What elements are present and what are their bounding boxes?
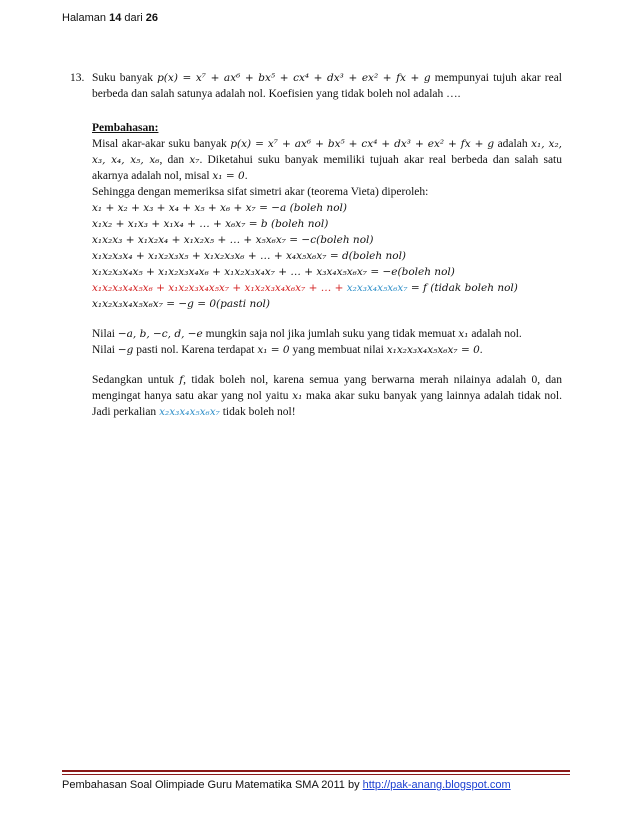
- intro-polynomial: p(x) = x⁷ + ax⁶ + bx⁵ + cx⁴ + dx³ + ex² + fx + g: [230, 138, 495, 150]
- question-block: [70, 70, 563, 420]
- equation-6-end: = f (tidak boleh nol): [407, 282, 518, 294]
- conclusion-d: tidak boleh nol!: [219, 406, 296, 418]
- question-polynomial: p(x) = x⁷ + ax⁶ + bx⁵ + cx⁴ + dx³ + ex² + fx + g: [157, 72, 431, 84]
- header-middle: dari: [121, 12, 146, 24]
- conclusion-x1: x₁: [292, 390, 303, 402]
- solution-intro: [92, 136, 562, 184]
- nilai1-b: mungkin saja nol jika jumlah suku yang tidak memuat: [202, 328, 459, 340]
- page-footer: [62, 779, 511, 791]
- nilai1-a: Nilai: [92, 328, 118, 340]
- intro-e: .: [244, 170, 248, 182]
- nilai2-x: x₁ = 0: [257, 344, 290, 356]
- equation-6: [92, 280, 562, 296]
- equation-6-blue-term: x₂x₃x₄x₅x₆x₇: [346, 282, 408, 294]
- solution-title: Pembahasan:: [92, 122, 159, 134]
- page-header: [62, 12, 158, 24]
- question-text: [92, 70, 562, 102]
- conclusion-blue-product: x₂x₃x₄x₅x₆x₇: [159, 406, 220, 418]
- footer-link[interactable]: http://pak-anang.blogspot.com: [362, 779, 511, 791]
- nilai2-b: pasti nol. Karena terdapat: [133, 344, 258, 356]
- nilai-line-2: [92, 342, 562, 358]
- header-total-pages: 26: [145, 12, 159, 24]
- conclusion-c: maka akar suku banyak yang lainnya adalah tidak nol. Jadi perkalian: [92, 390, 563, 418]
- equation-4: x₁x₂x₃x₄ + x₁x₂x₃x₅ + x₁x₂x₃x₆ + … + x₄x₅x₆x₇ = d(boleh nol): [92, 250, 407, 262]
- nilai2-product: x₁x₂x₃x₄x₅x₆x₇ = 0: [386, 344, 480, 356]
- nilai2-a: Nilai: [92, 344, 118, 356]
- footer-text: Pembahasan Soal Olimpiade Guru Matematika SMA 2011 by: [62, 779, 363, 791]
- solution-block: [92, 120, 562, 420]
- question-number: 13.: [70, 72, 85, 84]
- question-text-b: mempunyai tujuh akar real berbeda dan salah satunya adalah nol. Koefisien yang tidak boleh nol adalah ….: [92, 72, 562, 100]
- nilai2-d: .: [479, 344, 483, 356]
- intro-x1-zero: x₁ = 0: [212, 170, 245, 182]
- intro-b: adalah: [494, 138, 532, 150]
- nilai1-c: adalah nol.: [468, 328, 522, 340]
- intro-root7: x₇: [189, 154, 200, 166]
- equation-1: x₁ + x₂ + x₃ + x₄ + x₅ + x₆ + x₇ = −a (boleh nol): [92, 202, 347, 214]
- conclusion-paragraph: [92, 372, 562, 420]
- header-prefix: Halaman: [62, 12, 110, 24]
- nilai1-x: x₁: [458, 328, 469, 340]
- nilai1-math: −a, b, −c, d, −e: [117, 328, 203, 340]
- equation-3: x₁x₂x₃ + x₁x₂x₄ + x₁x₂x₅ + … + x₅x₆x₇ = −c(boleh nol): [92, 234, 374, 246]
- footer-rule-thin: [62, 774, 570, 775]
- intro-roots: x₁, x₂, x₃, x₄, x₅, x₆: [92, 138, 562, 166]
- nilai-line-1: [92, 326, 562, 342]
- intro-d: . Diketahui suku banyak memiliki tujuah akar real berbeda dan salah satu akarnya adalah nol, misal: [92, 154, 562, 182]
- intro-c: , dan: [159, 154, 190, 166]
- vieta-line: Sehingga dengan memeriksa sifat simetri akar (teorema Vieta) diperoleh:: [92, 186, 429, 198]
- equation-5: x₁x₂x₃x₄x₅ + x₁x₂x₃x₄x₆ + x₁x₂x₃x₄x₇ + … + x₃x₄x₅x₆x₇ = −e(boleh nol): [92, 266, 455, 278]
- nilai2-c: yang membuat nilai: [289, 344, 387, 356]
- conclusion-f: f: [179, 374, 184, 386]
- equation-6-red-terms: x₁x₂x₃x₄x₅x₆ + x₁x₂x₃x₄x₅x₇ + x₁x₂x₃x₄x₆x₇ + … +: [92, 282, 347, 294]
- intro-a: Misal akar-akar suku banyak: [92, 138, 231, 150]
- question-text-a: Suku banyak: [92, 72, 158, 84]
- header-page-number: 14: [109, 12, 122, 24]
- nilai2-math: −g: [117, 344, 134, 356]
- conclusion-a: Sedangkan untuk: [92, 374, 180, 386]
- conclusion-b: , tidak boleh nol, karena semua yang berwarna merah nilainya adalah 0, dan mengingat hanya satu akar yang nol yaitu: [92, 374, 563, 402]
- footer-rule-thick: [62, 770, 570, 772]
- equation-7: x₁x₂x₃x₄x₅x₆x₇ = −g = 0(pasti nol): [92, 298, 270, 310]
- equation-2: x₁x₂ + x₁x₃ + x₁x₄ + … + x₆x₇ = b (boleh nol): [92, 218, 329, 230]
